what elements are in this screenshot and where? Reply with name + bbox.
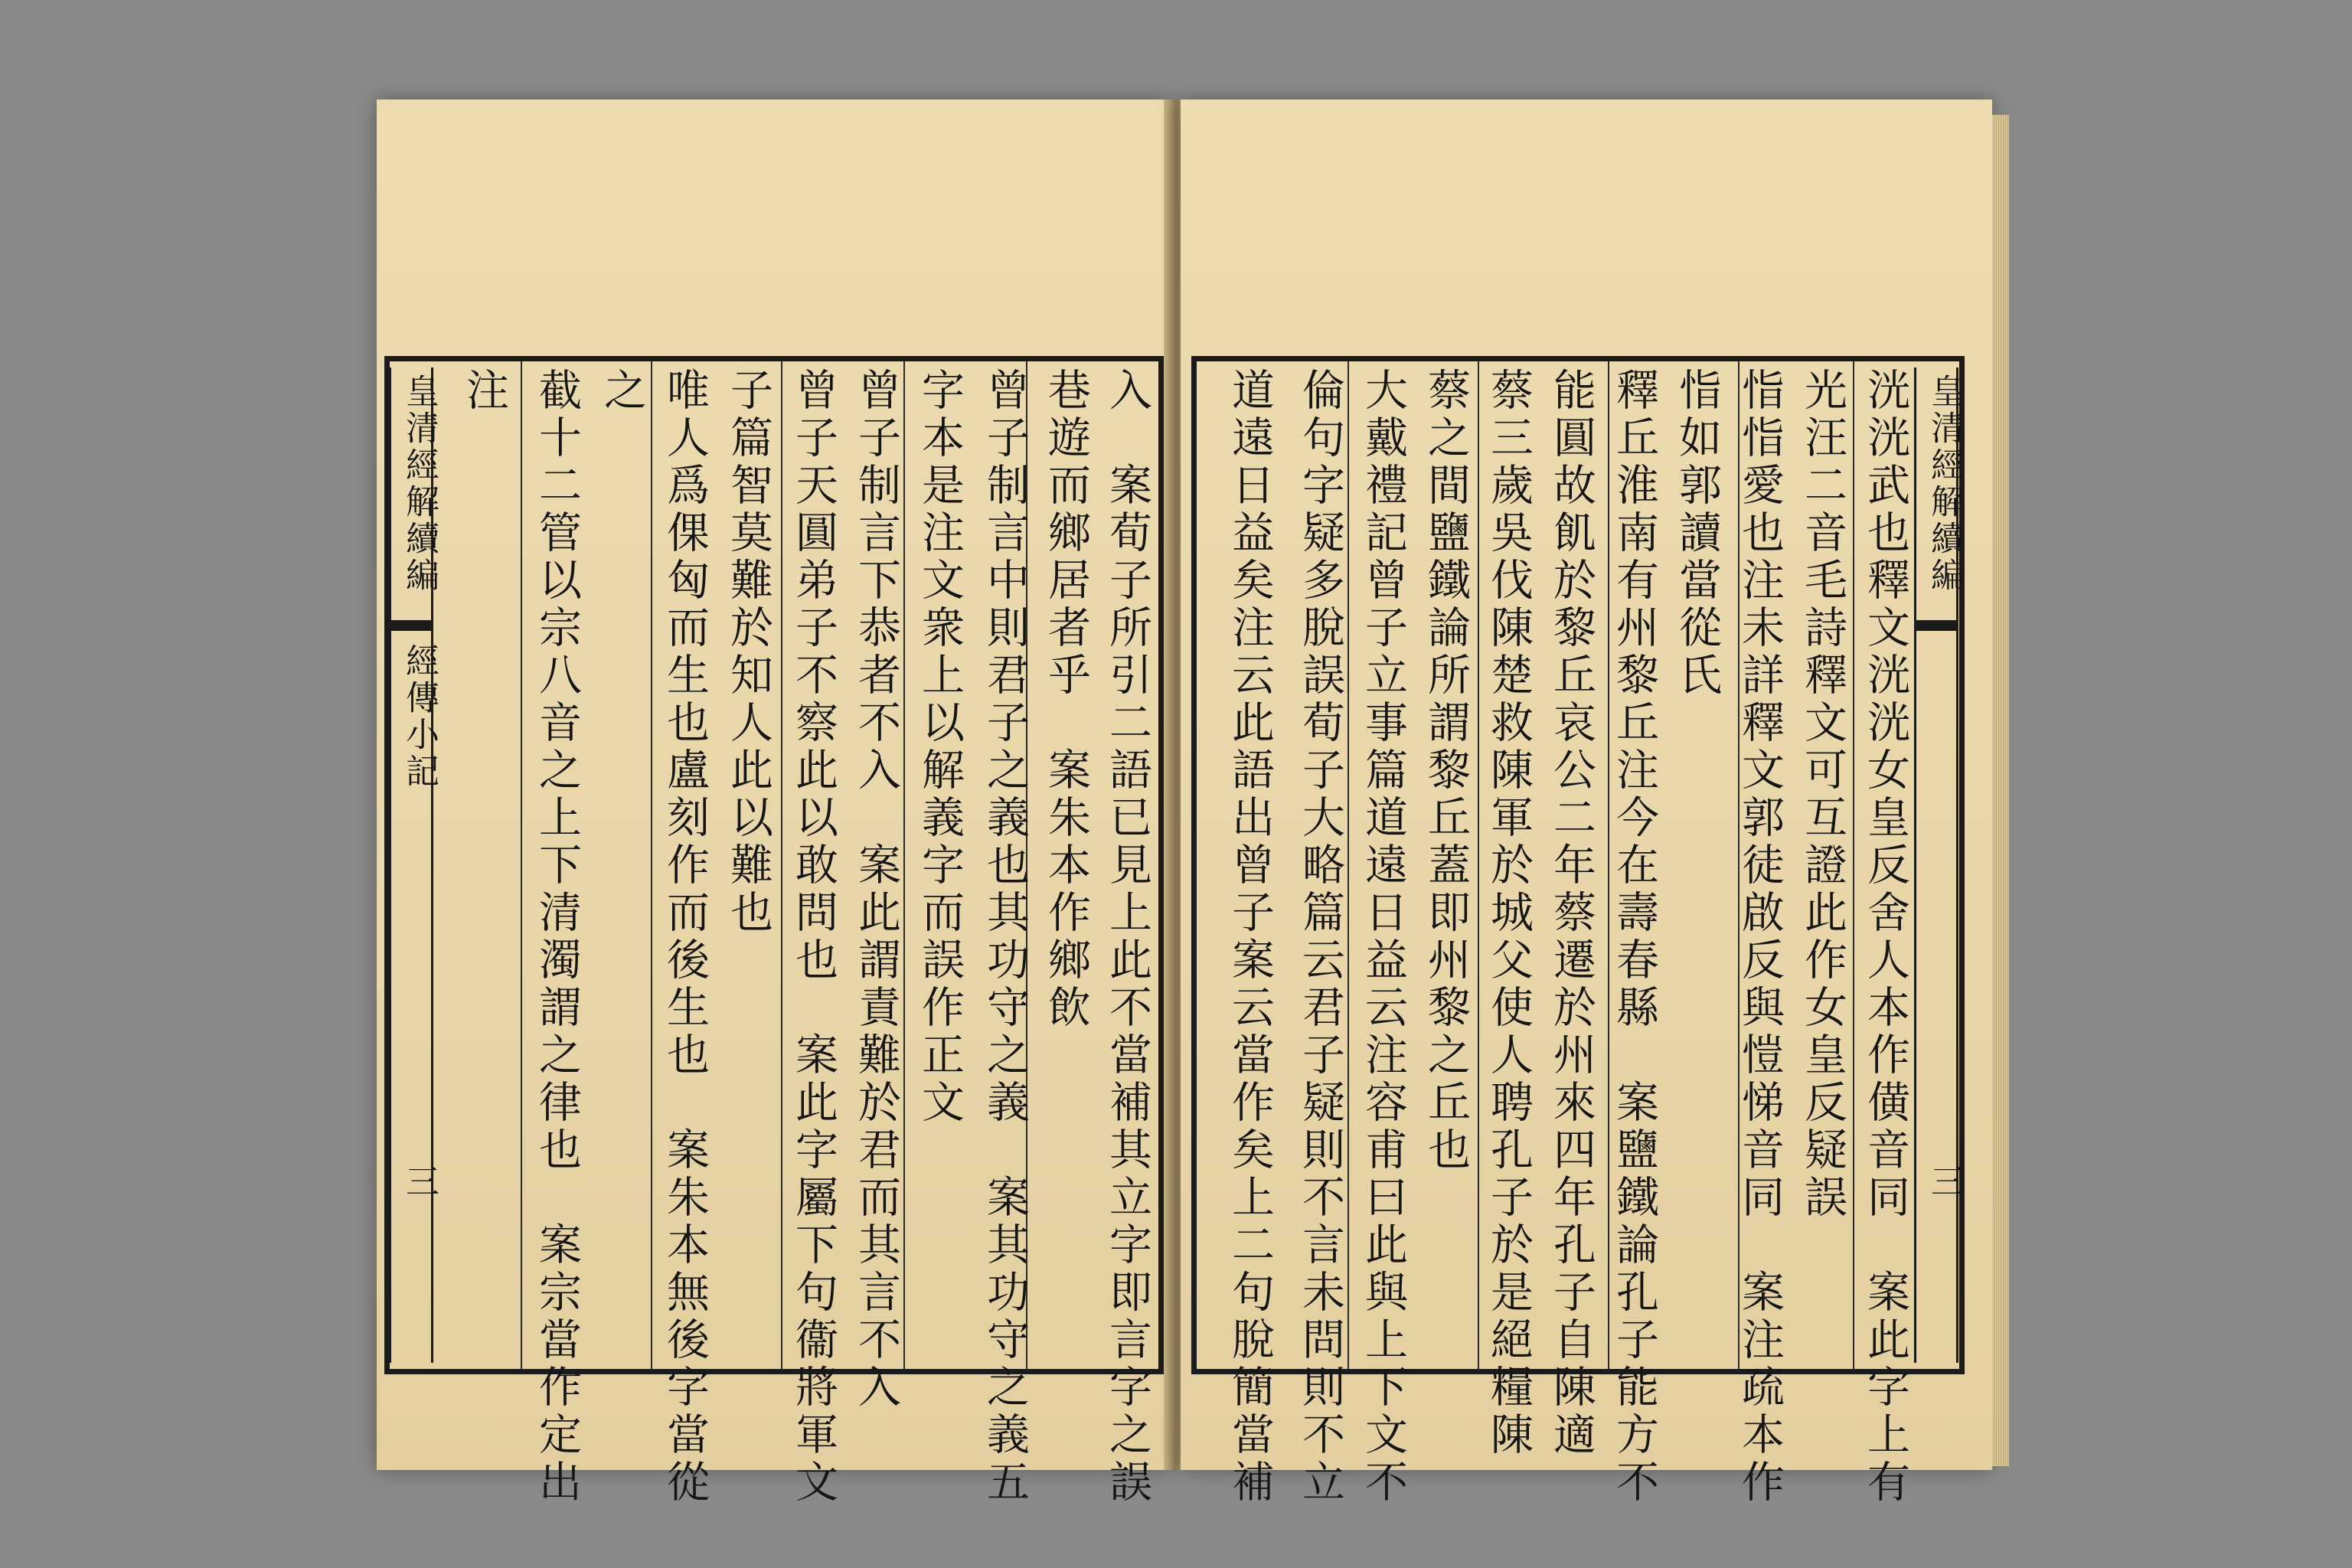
text-column: 蔡三歲吳伐陳楚救陳軍於城父使人聘孔子於是絕糧陳 <box>1484 368 1534 1459</box>
text-column: 曾子制言下恭者不入 案此謂責難於君而其言不入 <box>851 368 901 1412</box>
text-column: 光汪二音毛詩釋文可互證此作女皇反疑誤 <box>1798 368 1847 1222</box>
column-rule <box>651 361 652 1369</box>
left-section-title: 經傳小記 <box>400 643 439 790</box>
text-column: 倫句字疑多脫誤荀子大略篇云君子疑則不言未問則不立 <box>1295 368 1345 1507</box>
text-column: 曾子天圓弟子不察此以敢問也 案此字屬下句衞將軍文 <box>789 368 838 1507</box>
column-rule <box>1478 361 1479 1369</box>
text-column: 恉如郭讀當從氏 <box>1672 368 1722 700</box>
text-column: 巷遊而鄉居者乎 案朱本作鄉飲 <box>1041 368 1091 1032</box>
left-folio-number: 三 <box>400 1164 439 1200</box>
left-center-column <box>389 368 439 1363</box>
column-rule <box>903 361 905 1369</box>
text-column: 截十二管以宗八音之上下清濁謂之律也 案宗當作定出 <box>532 368 582 1507</box>
column-rule <box>1853 361 1854 1369</box>
text-column: 唯人爲倮匈而生也盧刻作而後生也 案朱本無後字當從 <box>660 368 710 1507</box>
left-book-title: 皇清經解續編 <box>400 374 439 594</box>
fish-tail-mark <box>1916 620 1956 631</box>
text-column: 注 <box>459 368 509 415</box>
text-column: 恉恉愛也注未詳釋文郭徒啟反與愷悌音同 案注疏本作 <box>1735 368 1785 1507</box>
right-folio-number: 三 <box>1925 1164 1964 1200</box>
text-column: 子篇智莫難於知人此以難也 <box>724 368 773 937</box>
right-book-title: 皇清經解續編 <box>1925 374 1964 594</box>
text-column: 能圓故飢於黎丘哀公二年蔡遷於州來四年孔子自陳適 <box>1547 368 1596 1459</box>
text-column: 入 案荀子所引二語已見上此不當補其立字即言字之誤 <box>1102 368 1152 1507</box>
text-column: 大戴禮記曾子立事篇道遠日益云注容甫曰此與上下文不 <box>1358 368 1408 1507</box>
text-column: 洸洸武也釋文洸洸女皇反舍人本作僙音同 案此字上有 <box>1860 368 1910 1507</box>
column-rule <box>781 361 782 1369</box>
text-column: 道遠日益矣注云此語出曾子案云當作矣上二句脫簡當補 <box>1225 368 1275 1507</box>
text-column: 蔡之間鹽鐵論所謂黎丘蓋即州黎之丘也 <box>1421 368 1471 1174</box>
page-edges <box>1992 115 2009 1466</box>
text-column: 釋丘淮南有州黎丘注今在壽春縣 案鹽鐵論孔子能方不 <box>1609 368 1659 1507</box>
column-rule <box>521 361 522 1369</box>
fish-tail-mark <box>391 620 431 631</box>
text-column: 字本是注文衆上以解義字而誤作正文 <box>915 368 965 1127</box>
text-column: 之 <box>597 368 647 415</box>
right-center-column <box>1914 368 1964 1363</box>
text-column: 曾子制言中則君子之義也其功守之義 案其功守之義五 <box>980 368 1030 1507</box>
column-rule <box>1348 361 1349 1369</box>
